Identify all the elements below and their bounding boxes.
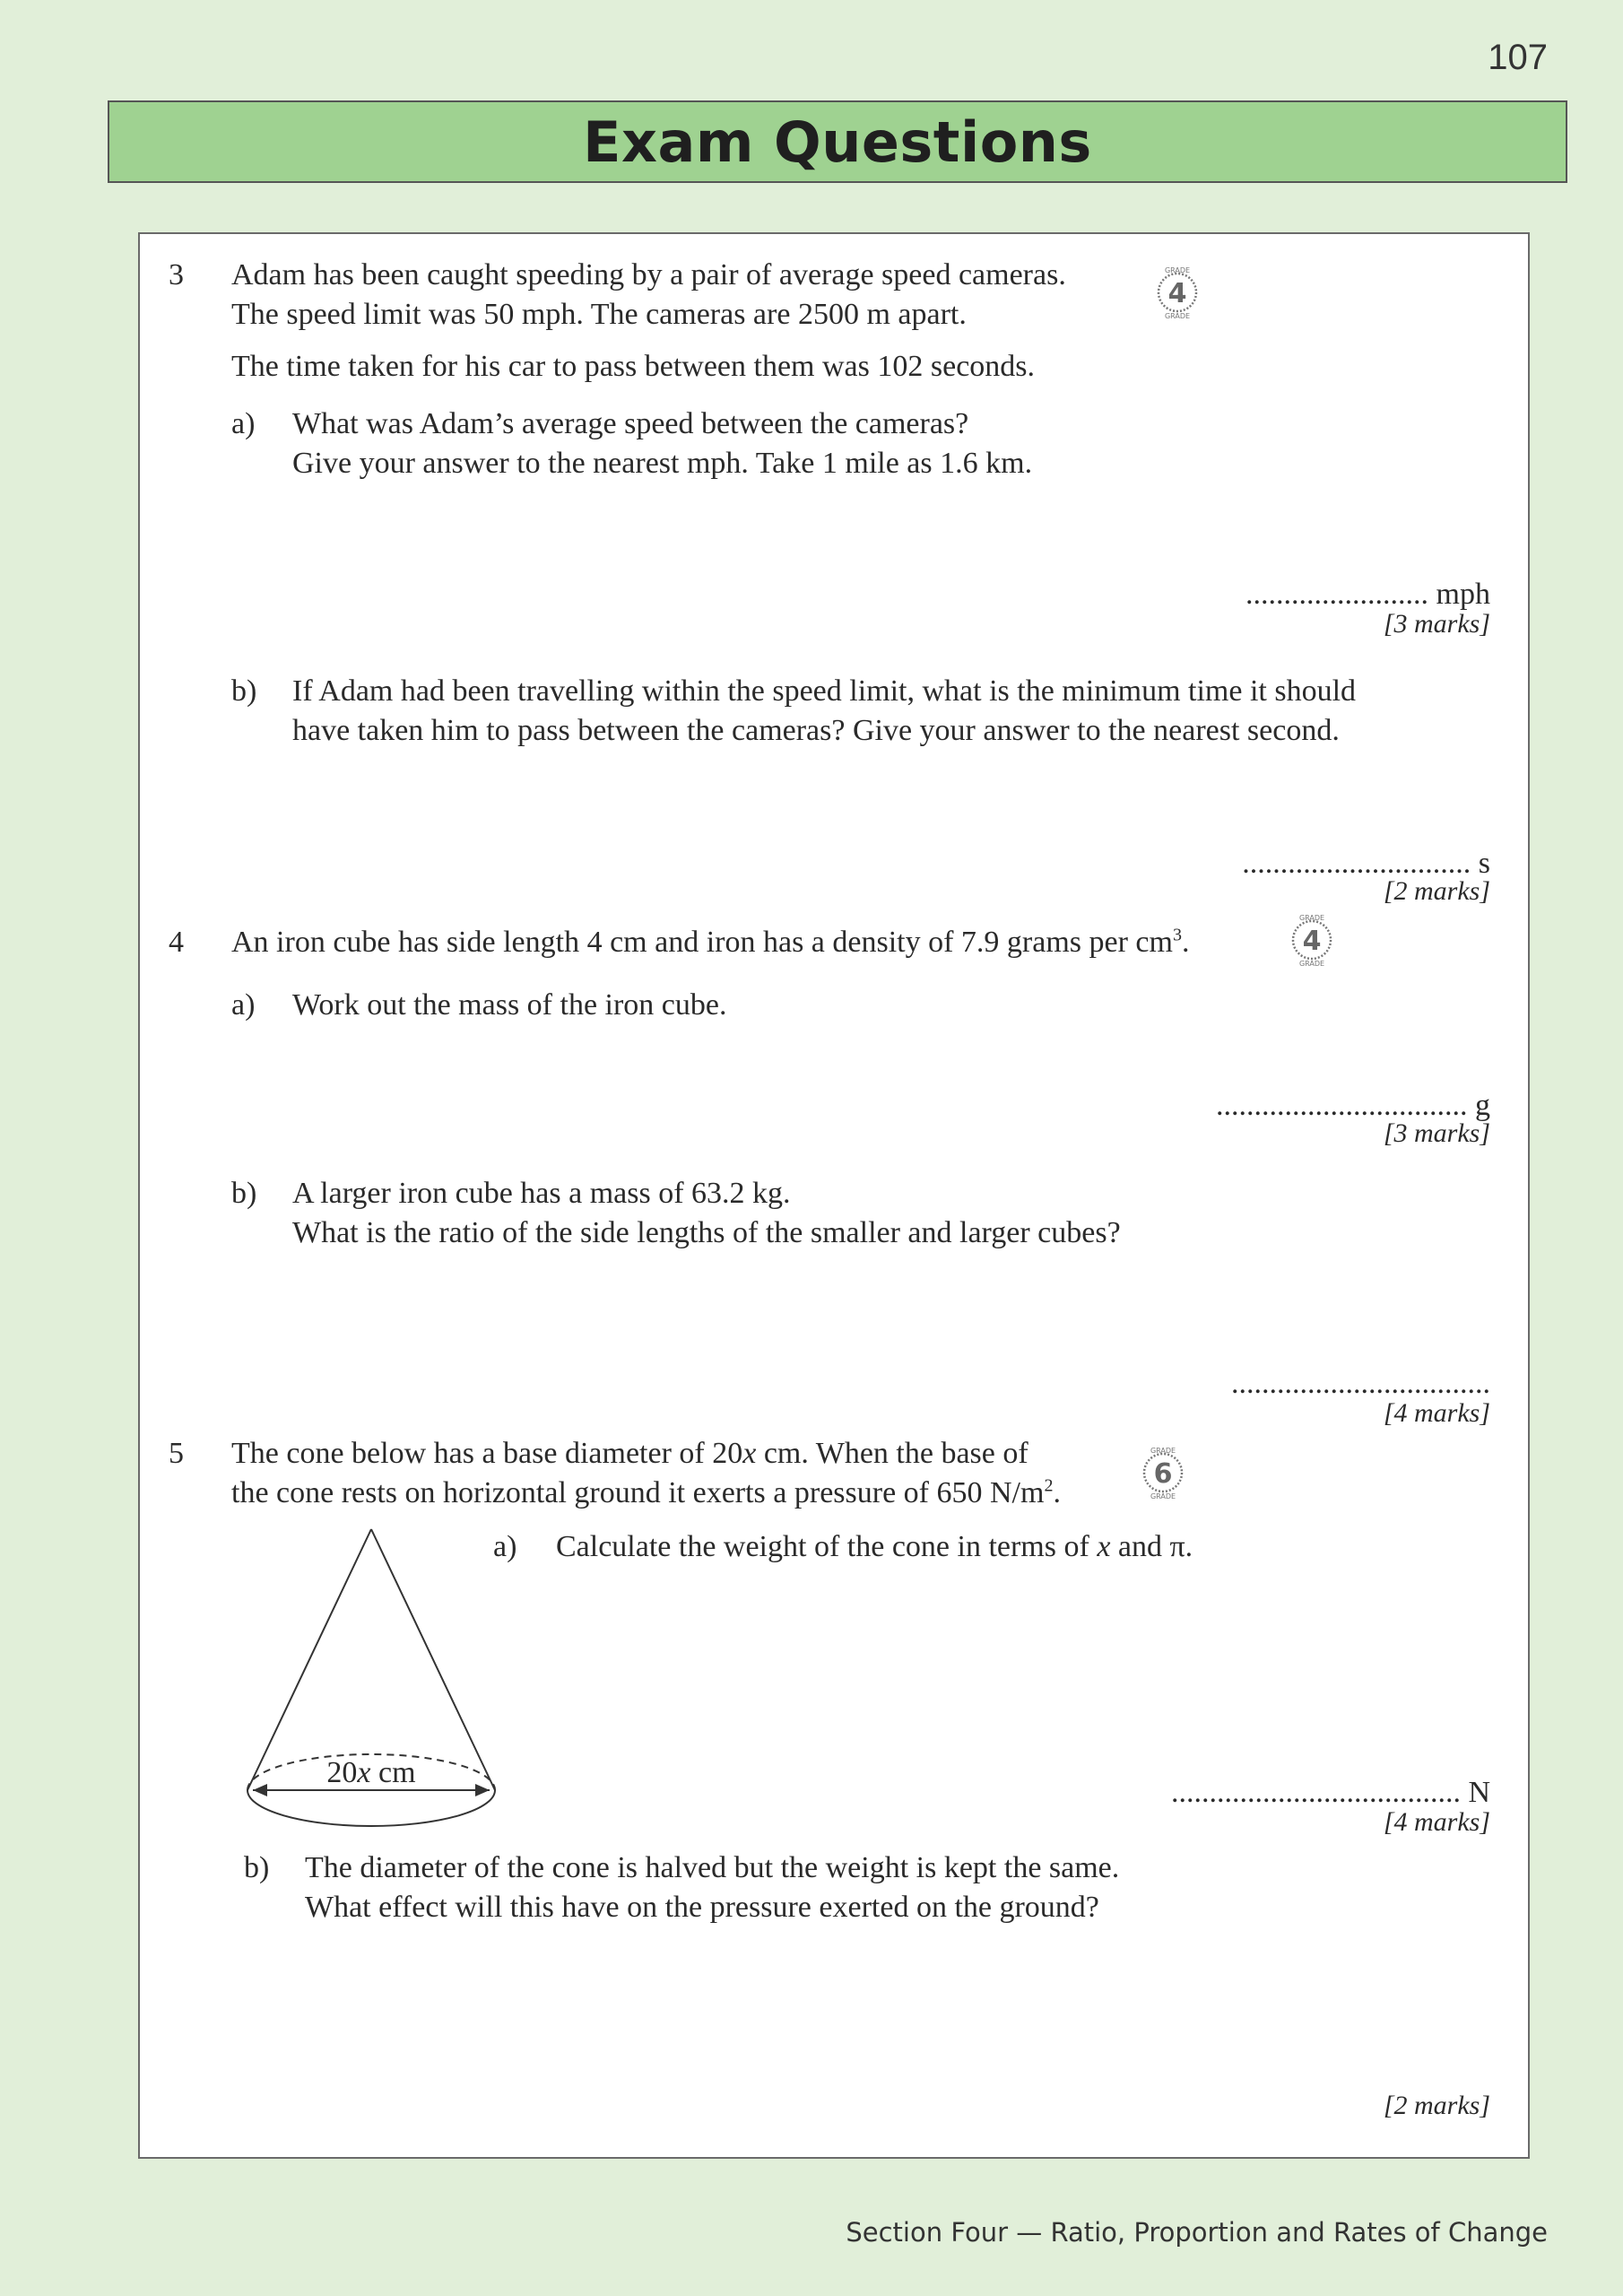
question-5-number: 5 (169, 1437, 184, 1470)
cone-base-front (247, 1790, 495, 1826)
marks-4a: [3 marks] (1383, 1118, 1490, 1148)
question-4a-line-1: Work out the mass of the iron cube. (292, 988, 727, 1022)
question-4b-line-2: What is the ratio of the side lengths of the smaller and larger cubes? (292, 1216, 1121, 1249)
svg-text:GRADE: GRADE (1164, 312, 1191, 320)
question-5b-line-1: The diameter of the cone is halved but the weight is kept the same. (305, 1851, 1120, 1884)
grade-badge-icon (1284, 912, 1340, 968)
arrow-right-icon (475, 1784, 490, 1796)
question-3a-line-1: What was Adam’s average speed between the cameras? (292, 407, 969, 440)
question-panel (138, 232, 1530, 2159)
question-3a-line-2: Give your answer to the nearest mph. Take 1 mile as 1.6 km. (292, 447, 1033, 480)
grade-6-stamp-q5 (1135, 1445, 1191, 1500)
svg-text:GRADE: GRADE (1150, 1492, 1176, 1500)
marks-3b: [2 marks] (1383, 876, 1490, 906)
question-4b-label: b) (231, 1177, 257, 1210)
question-3-number: 3 (169, 258, 184, 291)
marks-5b: [2 marks] (1383, 2091, 1490, 2120)
svg-text:GRADE: GRADE (1164, 266, 1191, 274)
arrow-left-icon (253, 1784, 267, 1796)
question-4b-line-1: A larger iron cube has a mass of 63.2 kg. (292, 1177, 791, 1210)
answer-line-3b[interactable]: .............................. s (1242, 847, 1490, 880)
diameter-label: 20x cm (326, 1756, 416, 1789)
page-number: 107 (1488, 38, 1548, 77)
grade-4-stamp-q3 (1150, 265, 1205, 320)
svg-text:6: 6 (1153, 1458, 1173, 1490)
question-3a-label: a) (231, 407, 256, 440)
title-bar (108, 100, 1567, 183)
marks-4b: [4 marks] (1383, 1398, 1490, 1428)
section-footer: Section Four — Ratio, Proportion and Rates of Change (846, 2217, 1548, 2248)
cone-right-edge (371, 1529, 495, 1790)
grade-4-stamp-q4 (1284, 912, 1340, 968)
question-4-line-1: An iron cube has side length 4 cm and iron has a density of 7.9 grams per $cm^3$. (231, 925, 1190, 959)
question-5b-line-2: What effect will this have on the pressure exerted on the ground? (305, 1891, 1099, 1924)
page-title: Exam Questions (583, 109, 1092, 175)
question-3-line-3: The time taken for his car to pass between them was 102 seconds. (231, 350, 1036, 383)
question-3-line-2: The speed limit was 50 mph. The cameras are 2500 m apart. (231, 298, 967, 331)
question-5-line-1: The cone below has a base diameter of 20x cm. When the base of (231, 1437, 1028, 1470)
question-3b-line-2: have taken him to pass between the cameras? Give your answer to the nearest second. (292, 714, 1340, 747)
question-3-line-1: Adam has been caught speeding by a pair of average speed cameras. (231, 258, 1066, 291)
marks-3a: [3 marks] (1383, 609, 1490, 639)
question-4a-label: a) (231, 988, 256, 1022)
grade-badge-icon (1135, 1445, 1191, 1500)
svg-text:GRADE: GRADE (1150, 1447, 1176, 1455)
question-4-number: 4 (169, 926, 184, 959)
marks-5a: [4 marks] (1383, 1807, 1490, 1837)
svg-text:4: 4 (1302, 926, 1322, 957)
answer-line-3a[interactable]: ........................ mph (1245, 578, 1490, 611)
svg-text:4: 4 (1167, 278, 1187, 309)
answer-line-5a[interactable]: ...................................... N (1170, 1776, 1490, 1809)
question-3b-label: b) (231, 674, 257, 708)
answer-line-4b[interactable]: .................................. (1231, 1367, 1490, 1400)
cone-diagram (237, 1527, 506, 1886)
question-5a-line-1: Calculate the weight of the cone in terms of x and π. (556, 1530, 1193, 1563)
svg-text:GRADE: GRADE (1298, 960, 1325, 968)
svg-text:GRADE: GRADE (1298, 914, 1325, 922)
question-5b-label: b) (244, 1851, 270, 1884)
cone-left-edge (247, 1529, 371, 1790)
question-5-line-2: the cone rests on horizontal ground it exerts a pressure of 650 $N/m^2$. (231, 1475, 1061, 1509)
grade-badge-icon (1150, 265, 1205, 320)
question-3b-line-1: If Adam had been travelling within the speed limit, what is the minimum time it should (292, 674, 1357, 708)
question-5a-label: a) (493, 1530, 517, 1563)
answer-line-4a[interactable]: ................................. g (1216, 1089, 1490, 1122)
